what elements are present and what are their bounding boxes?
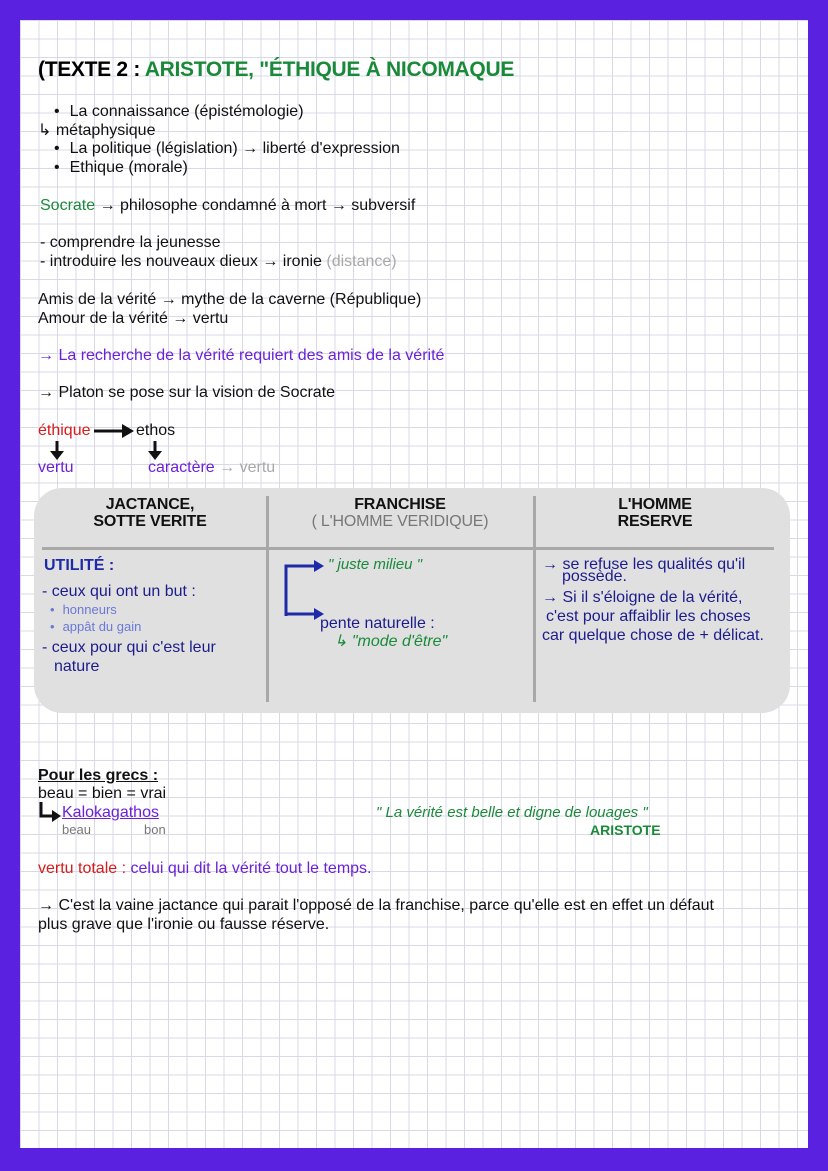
table-header-divider	[42, 547, 774, 550]
kalo-beau: beau	[62, 822, 91, 837]
title-name: ARISTOTE, "ÉTHIQUE À NICOMAQUE	[144, 58, 515, 81]
amis-line-2: Amour de la vérité → vertu	[38, 310, 229, 327]
arrow-return-icon	[38, 802, 64, 824]
refuse-line-1: → se refuse les qualités qu'il	[542, 556, 746, 573]
task-2: - introduire les nouveaux dieux → ironie (distance)	[40, 253, 397, 270]
sub-honneurs: • honneurs	[50, 602, 117, 617]
branch-arrows-icon	[280, 558, 330, 620]
but-line: - ceux qui ont un but :	[42, 583, 196, 600]
recherche-line: → La recherche de la vérité requiert des amis de la vérité	[38, 347, 445, 364]
col-header-jactance: JACTANCE, SOTTE VERITE	[93, 496, 207, 530]
title-prefix: (TEXTE 2 :	[38, 58, 145, 81]
nature-line-2: nature	[54, 658, 100, 675]
bullet-icon	[54, 140, 70, 157]
amis-line-1: Amis de la vérité → mythe de la caverne (République)	[38, 291, 422, 308]
conclusion-line-2: plus grave que l'ironie ou fausse réserve.	[38, 916, 330, 933]
bullet-icon	[54, 103, 70, 120]
col-header-franchise: FRANCHISE ( L'HOMME VERIDIQUE)	[311, 496, 489, 530]
eloigne-line-1: → Si il s'éloigne de la vérité,	[542, 589, 743, 606]
table-divider	[266, 496, 269, 702]
page-title	[38, 58, 514, 82]
branch-item-3: • Ethique (morale)	[54, 158, 188, 177]
kalokagathos: Kalokagathos	[62, 804, 159, 821]
branch-item-1: • La connaissance (épistémologie)	[54, 102, 304, 121]
aristote-quote: " La vérité est belle et digne de louages "	[376, 804, 648, 821]
word-ethique: éthique	[38, 422, 91, 439]
socrate-name: Socrate	[40, 197, 96, 214]
grecs-equation: beau = bien = vrai	[38, 785, 167, 802]
pente-naturelle: pente naturelle :	[320, 615, 435, 632]
socrate-line: Socrate → philosophe condamné à mort → subversif	[40, 197, 416, 214]
notebook-page	[20, 20, 808, 1148]
eloigne-line-3: car quelque chose de + délicat.	[542, 627, 764, 644]
platon-line: → Platon se pose sur la vision de Socrate	[38, 384, 336, 401]
word-ethos: ethos	[136, 422, 176, 439]
task-1: - comprendre la jeunesse	[40, 234, 221, 251]
nature-line-1: - ceux pour qui c'est leur	[42, 639, 216, 656]
table-divider	[533, 496, 536, 702]
mode-etre: ↳ "mode d'être"	[334, 633, 448, 650]
sub-appat: • appât du gain	[50, 619, 142, 634]
kalo-bon: bon	[144, 822, 166, 837]
caractere-line: caractère → vertu	[148, 459, 276, 476]
word-vertu: vertu	[38, 459, 74, 476]
arrow-right-icon	[94, 422, 136, 440]
conclusion-line-1: → C'est la vaine jactance qui parait l'opposé de la franchise, parce qu'elle est en effet un défaut	[38, 897, 714, 914]
branch-item-2: • La politique (législation) → liberté d'expression	[54, 139, 400, 158]
refuse-line-2: possède.	[562, 568, 627, 585]
quote-author: ARISTOTE	[590, 822, 661, 838]
juste-milieu: " juste milieu "	[328, 556, 423, 573]
grecs-heading: Pour les grecs :	[38, 767, 159, 784]
utilite-label: UTILITÉ :	[44, 557, 115, 574]
col-header-reserve: L'HOMME RESERVE	[617, 496, 693, 530]
branch-subitem: ↳ métaphysique	[38, 122, 156, 139]
eloigne-line-2: c'est pour affaiblir les choses	[546, 608, 751, 625]
vertu-totale-line: vertu totale : celui qui dit la vérité tout le temps.	[38, 860, 372, 877]
bullet-icon	[54, 159, 70, 176]
